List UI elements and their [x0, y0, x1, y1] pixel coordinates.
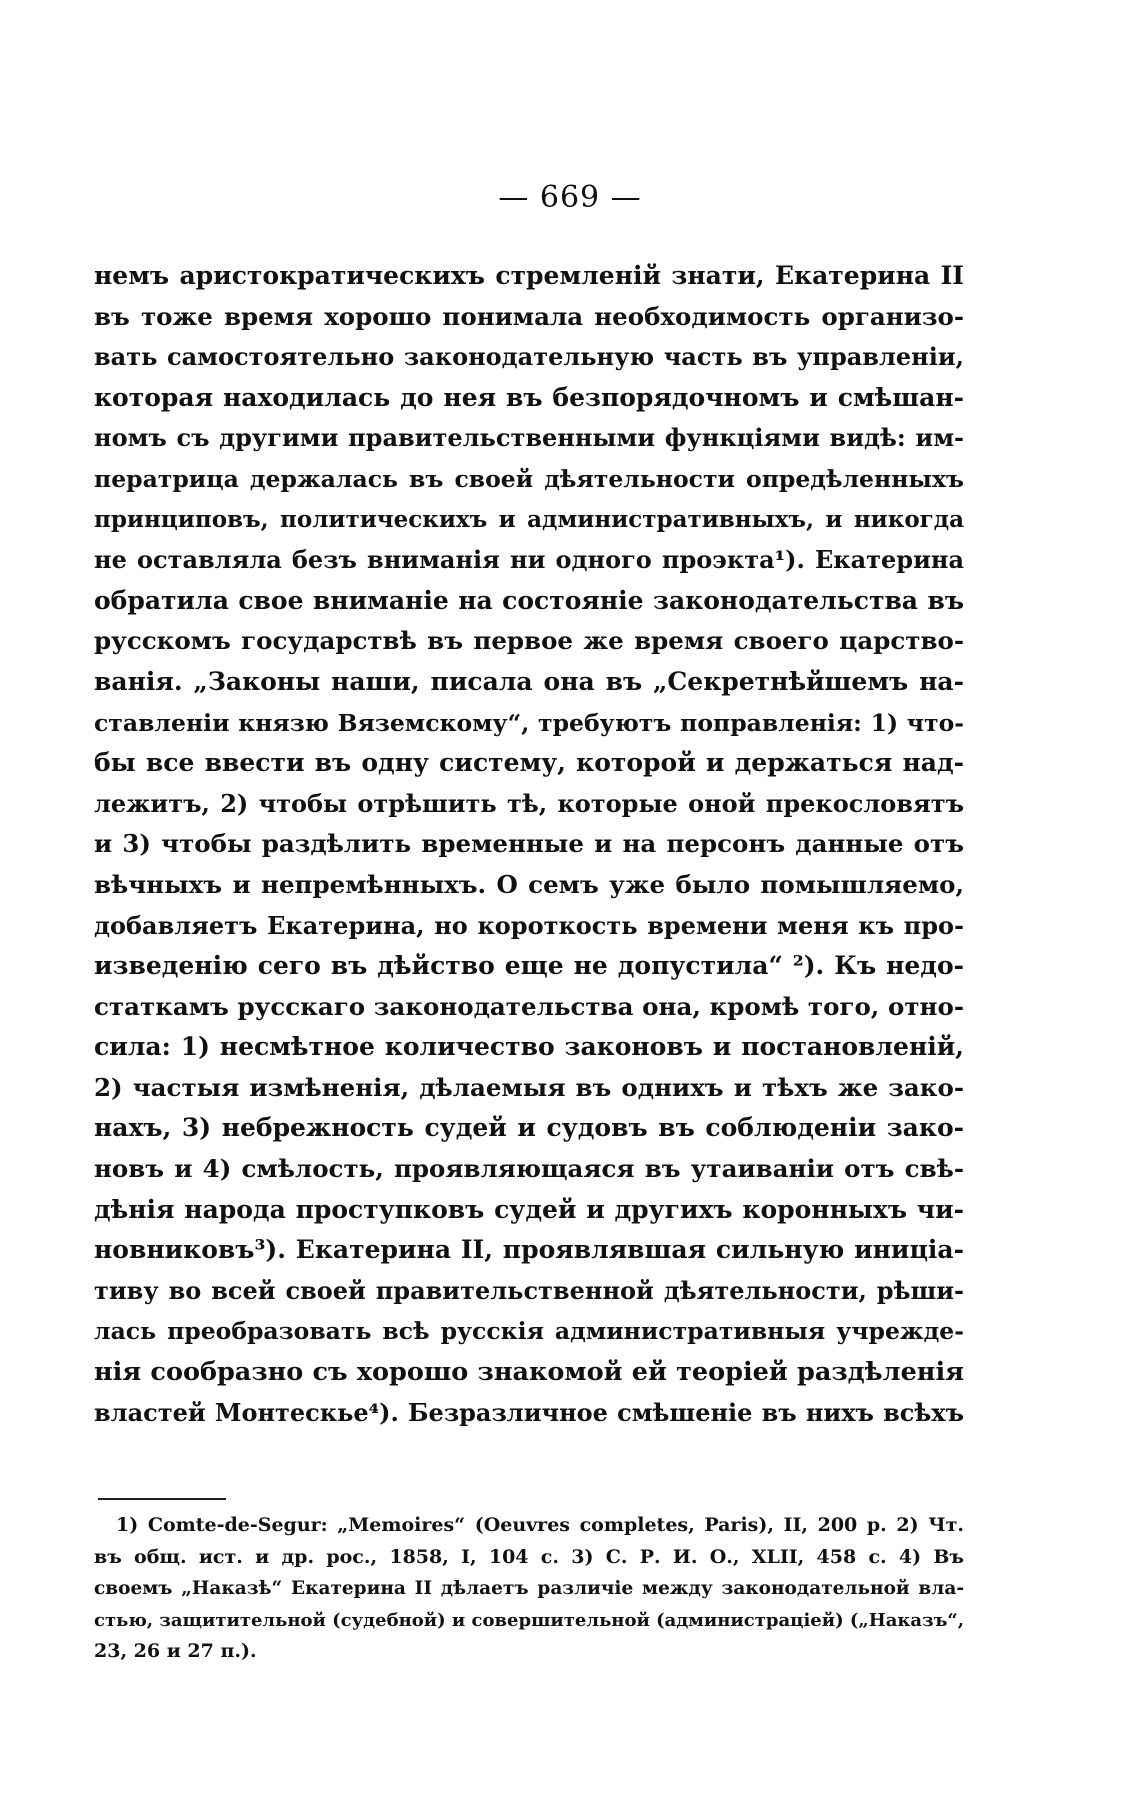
footnote-line: 23, 26 и 27 п.). [94, 1640, 257, 1662]
text-line: статкамъ русскаго законодательства она, кромѣ того, отно- [94, 991, 964, 1021]
text-line: которая находилась до нея въ безпорядочномъ и смѣшан- [94, 382, 964, 412]
text-line: нія сообразно съ хорошо знакомой ей теоріей раздѣленія [94, 1357, 964, 1388]
text-line: изведенію сего въ дѣйство еще не допустила“ ²). Къ недо- [94, 951, 964, 981]
body-text [94, 256, 964, 1433]
text-line: русскомъ государствѣ въ первое же время своего царство- [94, 626, 964, 656]
text-line: лась преобразовать всѣ русскія административныя учрежде- [94, 1317, 964, 1346]
text-line: обратила свое вниманіе на состояніе законодательства въ [94, 585, 964, 615]
text-line: новниковъ³). Екатерина II, проявлявшая сильную иниціа- [94, 1235, 964, 1265]
text-line: добавляетъ Екатерина, но короткость времени меня къ про- [94, 910, 964, 940]
text-line: ванія. „Законы наши, писала она въ „Секретнѣйшемъ на- [94, 666, 964, 696]
text-line: сила: 1) несмѣтное количество законовъ и постановленій, [94, 1032, 964, 1062]
text-line: дѣнія народа проступковъ судей и другихъ коронныхъ чи- [94, 1194, 964, 1224]
text-line: вѣчныхъ и непремѣнныхъ. О семъ уже было помышляемо, [94, 869, 964, 899]
footnotes [94, 1510, 964, 1668]
text-line: бы все ввести въ одну систему, которой и держаться над- [94, 748, 964, 778]
text-line: и 3) чтобы раздѣлить временные и на персонъ данные отъ [94, 829, 964, 859]
text-line: принциповъ, политическихъ и административныхъ, и никогда [94, 505, 964, 533]
text-line: въ тоже время хорошо понимала необходимость организо- [94, 301, 964, 331]
text-line: нахъ, 3) небрежность судей и судовъ въ соблюденіи зако- [94, 1113, 964, 1143]
text-line: номъ съ другими правительственными функціями видѣ: им- [94, 423, 964, 453]
text-line: ператрица держалась въ своей дѣятельности опредѣленныхъ [94, 464, 964, 493]
text-line: вать самостоятельно законодательную часть въ управленіи, [94, 342, 964, 372]
footnote-line: стью, защитительной (судебной) и совершительной (администраціей) („Наказъ“, [94, 1609, 964, 1631]
text-line: не оставляла безъ вниманія ни одного проэкта¹). Екатерина [94, 545, 964, 575]
footnote-line: своемъ „Наказѣ“ Екатерина II дѣлаетъ различіе между законодательной вла- [94, 1578, 964, 1599]
page-number: — 669 — [498, 180, 642, 215]
text-line: немъ аристократическихъ стремленій знати, Екатерина II [94, 261, 964, 290]
text-line: ставленіи князю Вяземскому“, требуютъ поправленія: 1) что- [94, 708, 964, 737]
text-line: 2) частыя измѣненія, дѣлаемыя въ однихъ и тѣхъ же зако- [94, 1072, 964, 1102]
text-line: властей Монтескье⁴). Безразличное смѣшеніе въ нихъ всѣхъ [94, 1397, 964, 1427]
text-line: новъ и 4) смѣлость, проявляющаяся въ утаиваніи отъ свѣ- [94, 1154, 964, 1184]
footnote-line: въ общ. ист. и др. рос., 1858, I, 104 с. 3) С. Р. И. О., XLII, 458 с. 4) Въ [94, 1545, 964, 1568]
footnote-line: 1) Comte-de-Segur: „Memoires“ (Oeuvres completes, Paris), II, 200 р. 2) Чт. [116, 1514, 964, 1536]
text-line: тиву во всей своей правительственной дѣятельности, рѣши- [94, 1275, 964, 1305]
text-line: лежитъ, 2) чтобы отрѣшить тѣ, которые оной прекословятъ [94, 788, 964, 818]
footnote-divider [98, 1498, 226, 1500]
